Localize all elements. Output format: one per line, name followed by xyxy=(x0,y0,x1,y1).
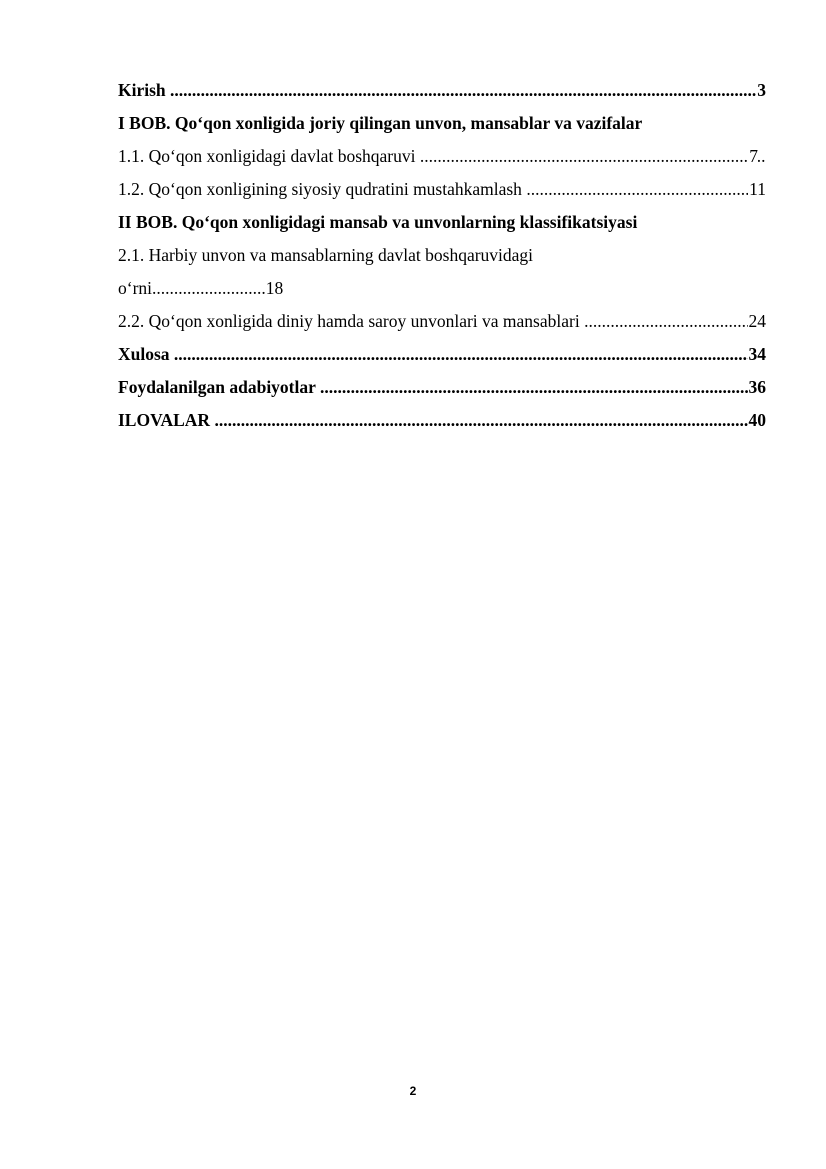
toc-entry-2-1-continuation xyxy=(118,274,766,307)
toc-entry-title: ILOVALAR ..... xyxy=(118,406,766,434)
toc-entry-page: 3 xyxy=(756,76,766,104)
page-number: 2 xyxy=(409,1084,417,1098)
toc-chapter-2-heading xyxy=(118,208,766,241)
toc-entry-xulosa xyxy=(118,340,766,373)
toc-entry-page: 24 xyxy=(748,307,767,335)
toc-entry-title: 1.1. Qo‘qon xonligidagi davlat boshqaruvi ..... xyxy=(118,142,766,170)
toc-entry-title: II BOB. Qo‘qon xonligidagi mansab va unvonlarning klassifikatsiyasi xyxy=(118,212,638,232)
toc-entry-2-1 xyxy=(118,241,766,274)
toc-entry-title: 2.1. Harbiy unvon va mansablarning davlat boshqaruvidagi xyxy=(118,245,534,265)
toc-chapter-1-heading xyxy=(118,109,766,142)
toc-entry-page: 34 xyxy=(748,340,767,368)
toc-entry-2-2 xyxy=(118,307,766,340)
toc-entry-title: Xulosa ..... xyxy=(118,340,766,368)
toc-entry-title: 2.2. Qo‘qon xonligida diniy hamda saroy unvonlari va mansablari ..... xyxy=(118,307,766,335)
toc-entry-1-2 xyxy=(118,175,766,208)
toc-entry-1-1 xyxy=(118,142,766,175)
toc-entry-adabiyotlar xyxy=(118,373,766,406)
toc-entry-page: 11 xyxy=(748,175,766,203)
toc-entry-title: 1.2. Qo‘qon xonligining siyosiy qudratini mustahkamlash ..... xyxy=(118,175,766,203)
toc-entry-title: I BOB. Qo‘qon xonligida joriy qilingan unvon, mansablar va vazifalar xyxy=(118,113,643,133)
toc-entry-title: Kirish ..... xyxy=(118,76,766,104)
toc-entry-page: 36 xyxy=(748,373,767,401)
toc-entry-page: 40 xyxy=(748,406,767,434)
toc-entry-title: Foydalanilgan adabiyotlar ..... xyxy=(118,373,766,401)
toc-entry-page: 7 xyxy=(748,142,758,170)
toc-entry-ilovalar xyxy=(118,406,766,439)
toc-entry-title: o‘rni..........................18 xyxy=(118,278,284,298)
table-of-contents xyxy=(118,76,766,439)
toc-entry-kirish xyxy=(118,76,766,109)
